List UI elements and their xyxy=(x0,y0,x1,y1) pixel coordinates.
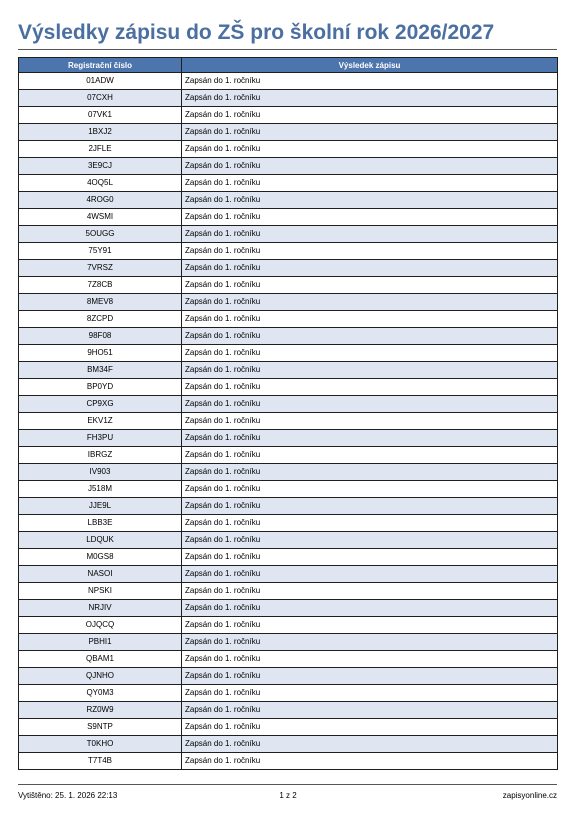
table-row xyxy=(19,243,558,260)
registration-number-cell: 4ROG0 xyxy=(19,192,182,209)
table-row xyxy=(19,515,558,532)
result-cell: Zapsán do 1. ročníku xyxy=(182,702,558,719)
result-cell: Zapsán do 1. ročníku xyxy=(182,277,558,294)
registration-number-cell: JJE9L xyxy=(19,498,182,515)
registration-number-cell: QBAM1 xyxy=(19,651,182,668)
table-row xyxy=(19,532,558,549)
table-row xyxy=(19,260,558,277)
registration-number-cell: IV903 xyxy=(19,464,182,481)
title-divider xyxy=(18,49,557,50)
table-row xyxy=(19,73,558,90)
table-row xyxy=(19,668,558,685)
table-row xyxy=(19,736,558,753)
table-row xyxy=(19,549,558,566)
registration-number-cell: EKV1Z xyxy=(19,413,182,430)
registration-number-cell: T0KHO xyxy=(19,736,182,753)
registration-number-cell: S9NTP xyxy=(19,719,182,736)
table-row xyxy=(19,719,558,736)
result-cell: Zapsán do 1. ročníku xyxy=(182,226,558,243)
registration-number-cell: QY0M3 xyxy=(19,685,182,702)
results-table xyxy=(18,57,558,770)
registration-number-cell: BM34F xyxy=(19,362,182,379)
result-cell: Zapsán do 1. ročníku xyxy=(182,549,558,566)
result-cell: Zapsán do 1. ročníku xyxy=(182,736,558,753)
registration-number-cell: PBHI1 xyxy=(19,634,182,651)
result-cell: Zapsán do 1. ročníku xyxy=(182,634,558,651)
page-number: 1 z 2 xyxy=(279,791,297,800)
result-cell: Zapsán do 1. ročníku xyxy=(182,209,558,226)
table-row xyxy=(19,362,558,379)
table-row xyxy=(19,175,558,192)
table-row xyxy=(19,107,558,124)
registration-number-cell: 4WSMI xyxy=(19,209,182,226)
table-row xyxy=(19,753,558,770)
result-cell: Zapsán do 1. ročníku xyxy=(182,719,558,736)
registration-number-cell: T7T4B xyxy=(19,753,182,770)
table-row xyxy=(19,209,558,226)
table-row xyxy=(19,396,558,413)
registration-number-cell: 9HO51 xyxy=(19,345,182,362)
registration-number-cell: 4OQ5L xyxy=(19,175,182,192)
registration-number-cell: OJQCQ xyxy=(19,617,182,634)
result-cell: Zapsán do 1. ročníku xyxy=(182,481,558,498)
table-row xyxy=(19,226,558,243)
table-row xyxy=(19,702,558,719)
result-cell: Zapsán do 1. ročníku xyxy=(182,753,558,770)
site-name: zapisyonline.cz xyxy=(502,791,557,800)
result-cell: Zapsán do 1. ročníku xyxy=(182,532,558,549)
result-cell: Zapsán do 1. ročníku xyxy=(182,600,558,617)
result-cell: Zapsán do 1. ročníku xyxy=(182,107,558,124)
registration-number-cell: LDQUK xyxy=(19,532,182,549)
result-cell: Zapsán do 1. ročníku xyxy=(182,124,558,141)
result-cell: Zapsán do 1. ročníku xyxy=(182,515,558,532)
table-row xyxy=(19,430,558,447)
result-cell: Zapsán do 1. ročníku xyxy=(182,175,558,192)
result-cell: Zapsán do 1. ročníku xyxy=(182,328,558,345)
registration-number-cell: IBRGZ xyxy=(19,447,182,464)
registration-number-cell: 7VRSZ xyxy=(19,260,182,277)
registration-number-cell: 07CXH xyxy=(19,90,182,107)
table-row xyxy=(19,294,558,311)
registration-number-cell: NASOI xyxy=(19,566,182,583)
result-cell: Zapsán do 1. ročníku xyxy=(182,192,558,209)
column-header-registration-number: Registrační číslo xyxy=(19,58,182,73)
registration-number-cell: 1BXJ2 xyxy=(19,124,182,141)
registration-number-cell: LBB3E xyxy=(19,515,182,532)
table-row xyxy=(19,464,558,481)
table-row xyxy=(19,651,558,668)
printed-timestamp: Vytištěno: 25. 1. 2026 22:13 xyxy=(18,791,118,800)
table-row xyxy=(19,277,558,294)
table-row xyxy=(19,192,558,209)
registration-number-cell: NPSKI xyxy=(19,583,182,600)
table-row xyxy=(19,685,558,702)
table-row xyxy=(19,141,558,158)
registration-number-cell: J518M xyxy=(19,481,182,498)
registration-number-cell: 75Y91 xyxy=(19,243,182,260)
registration-number-cell: 8MEV8 xyxy=(19,294,182,311)
registration-number-cell: 7Z8CB xyxy=(19,277,182,294)
table-row xyxy=(19,634,558,651)
table-header-row xyxy=(19,58,558,73)
registration-number-cell: 8ZCPD xyxy=(19,311,182,328)
result-cell: Zapsán do 1. ročníku xyxy=(182,430,558,447)
result-cell: Zapsán do 1. ročníku xyxy=(182,413,558,430)
result-cell: Zapsán do 1. ročníku xyxy=(182,668,558,685)
result-cell: Zapsán do 1. ročníku xyxy=(182,379,558,396)
table-row xyxy=(19,328,558,345)
result-cell: Zapsán do 1. ročníku xyxy=(182,447,558,464)
result-cell: Zapsán do 1. ročníku xyxy=(182,73,558,90)
table-row xyxy=(19,379,558,396)
table-row xyxy=(19,617,558,634)
result-cell: Zapsán do 1. ročníku xyxy=(182,90,558,107)
table-row xyxy=(19,481,558,498)
result-cell: Zapsán do 1. ročníku xyxy=(182,362,558,379)
registration-number-cell: RZ0W9 xyxy=(19,702,182,719)
table-row xyxy=(19,90,558,107)
result-cell: Zapsán do 1. ročníku xyxy=(182,685,558,702)
registration-number-cell: NRJIV xyxy=(19,600,182,617)
result-cell: Zapsán do 1. ročníku xyxy=(182,141,558,158)
result-cell: Zapsán do 1. ročníku xyxy=(182,311,558,328)
table-row xyxy=(19,566,558,583)
registration-number-cell: 98F08 xyxy=(19,328,182,345)
table-row xyxy=(19,413,558,430)
table-row xyxy=(19,124,558,141)
footer-divider xyxy=(18,784,557,785)
registration-number-cell: M0GS8 xyxy=(19,549,182,566)
table-row xyxy=(19,345,558,362)
column-header-result: Výsledek zápisu xyxy=(182,58,558,73)
result-cell: Zapsán do 1. ročníku xyxy=(182,617,558,634)
table-row xyxy=(19,600,558,617)
registration-number-cell: 3E9CJ xyxy=(19,158,182,175)
registration-number-cell: CP9XG xyxy=(19,396,182,413)
registration-number-cell: QJNHO xyxy=(19,668,182,685)
page-title: Výsledky zápisu do ZŠ pro školní rok 2026/2027 xyxy=(18,21,495,44)
result-cell: Zapsán do 1. ročníku xyxy=(182,498,558,515)
result-cell: Zapsán do 1. ročníku xyxy=(182,260,558,277)
result-cell: Zapsán do 1. ročníku xyxy=(182,464,558,481)
table-row xyxy=(19,158,558,175)
table-row xyxy=(19,447,558,464)
result-cell: Zapsán do 1. ročníku xyxy=(182,651,558,668)
table-row xyxy=(19,311,558,328)
table-row xyxy=(19,583,558,600)
registration-number-cell: 5OUGG xyxy=(19,226,182,243)
result-cell: Zapsán do 1. ročníku xyxy=(182,566,558,583)
registration-number-cell: BP0YD xyxy=(19,379,182,396)
table-row xyxy=(19,498,558,515)
result-cell: Zapsán do 1. ročníku xyxy=(182,345,558,362)
registration-number-cell: FH3PU xyxy=(19,430,182,447)
registration-number-cell: 01ADW xyxy=(19,73,182,90)
registration-number-cell: 07VK1 xyxy=(19,107,182,124)
result-cell: Zapsán do 1. ročníku xyxy=(182,396,558,413)
result-cell: Zapsán do 1. ročníku xyxy=(182,243,558,260)
result-cell: Zapsán do 1. ročníku xyxy=(182,158,558,175)
result-cell: Zapsán do 1. ročníku xyxy=(182,294,558,311)
registration-number-cell: 2JFLE xyxy=(19,141,182,158)
result-cell: Zapsán do 1. ročníku xyxy=(182,583,558,600)
